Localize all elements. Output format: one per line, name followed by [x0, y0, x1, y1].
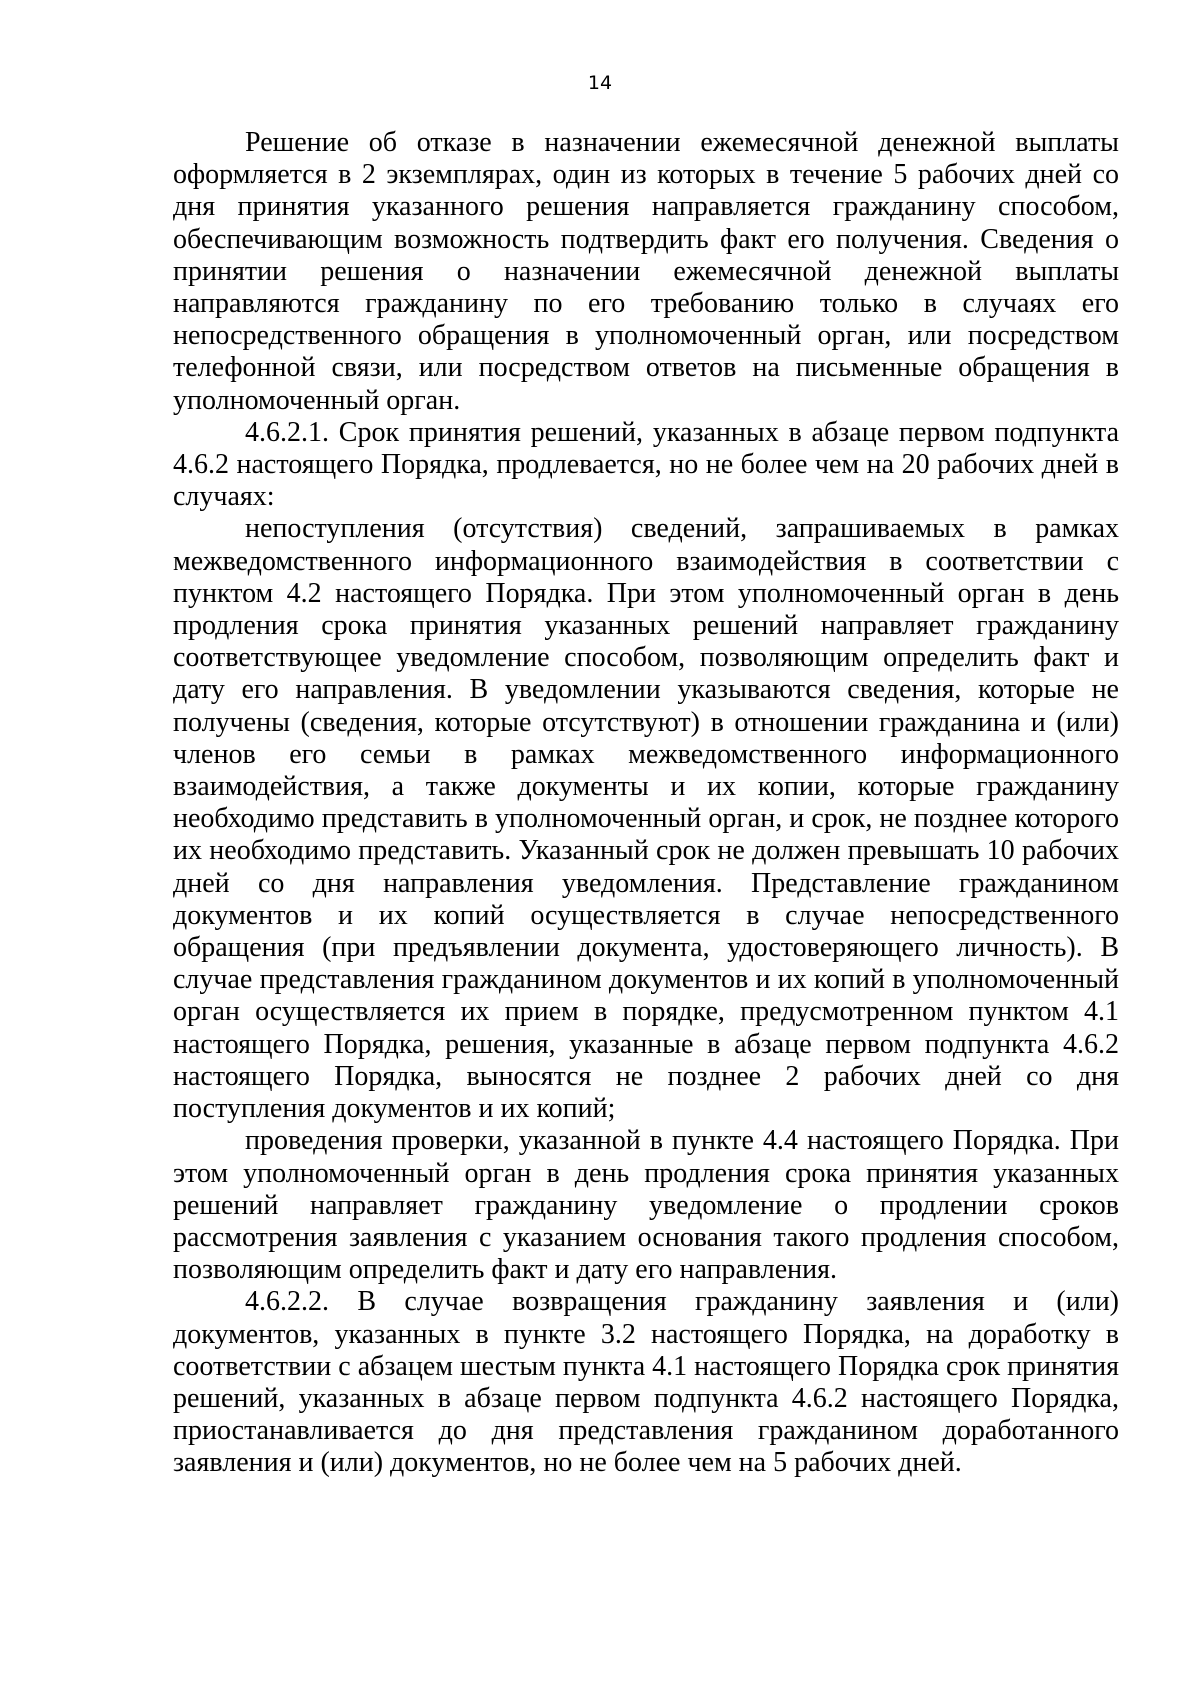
- paragraph-4-6-2-2: 4.6.2.2. В случае возвращения гражданину заявления и (или) документов, указанных в пункте 3.2 настоящего Порядка, на доработку в соответствии с абзацем шестым пункта 4.1 настоящего Порядка срок принятия решений, указанных в абзаце первом подпункта 4.6.2 настоящего Порядка, приостанавливается до дня представления гражданином доработанного заявления и (или) документов, но не более чем на 5 рабочих дней.: [173, 1286, 1119, 1479]
- page-number: 14: [587, 72, 613, 94]
- paragraph-verification: проведения проверки, указанной в пункте 4.4 настоящего Порядка. При этом уполномоченный орган в день продления срока принятия указанных решений направляет гражданину уведомление о продлении сроков рассмотрения заявления с указанием основания такого продления способом, позволяющим определить факт и дату его направления.: [173, 1125, 1119, 1286]
- document-body: [173, 127, 1119, 1480]
- paragraph-non-receipt-of-information: непоступления (отсутствия) сведений, запрашиваемых в рамках межведомственного информационного взаимодействия в соответствии с пунктом 4.2 настоящего Порядка. При этом уполномоченный орган в день продления срока принятия указанных решений направляет гражданину соответствующее уведомление способом, позволяющим определить факт и дату его направления. В уведомлении указываются сведения, которые не получены (сведения, которые отсутствуют) в отношении гражданина и (или) членов его семьи в рамках межведомственного информационного взаимодействия, а также документы и их копии, которые гражданину необходимо представить в уполномоченный орган, и срок, не позднее которого их необходимо представить. Указанный срок не должен превышать 10 рабочих дней со дня направления уведомления. Представление гражданином документов и их копий осуществляется в случае непосредственного обращения (при предъявлении документа, удостоверяющего личность). В случае представления гражданином документов и их копий в уполномоченный орган осуществляется их прием в порядке, предусмотренном пунктом 4.1 настоящего Порядка, решения, указанные в абзаце первом подпункта 4.6.2 настоящего Порядка, выносятся не позднее 2 рабочих дней со дня поступления документов и их копий;: [173, 513, 1119, 1125]
- paragraph-refusal-decision: Решение об отказе в назначении ежемесячной денежной выплаты оформляется в 2 экземплярах, один из которых в течение 5 рабочих дней со дня принятия указанного решения направляется гражданину способом, обеспечивающим возможность подтвердить факт его получения. Сведения о принятии решения о назначении ежемесячной денежной выплаты направляются гражданину по его требованию только в случаях его непосредственного обращения в уполномоченный орган, или посредством телефонной связи, или посредством ответов на письменные обращения в уполномоченный орган.: [173, 127, 1119, 416]
- paragraph-4-6-2-1: 4.6.2.1. Срок принятия решений, указанных в абзаце первом подпункта 4.6.2 настоящего Порядка, продлевается, но не более чем на 20 рабочих дней в случаях:: [173, 416, 1119, 513]
